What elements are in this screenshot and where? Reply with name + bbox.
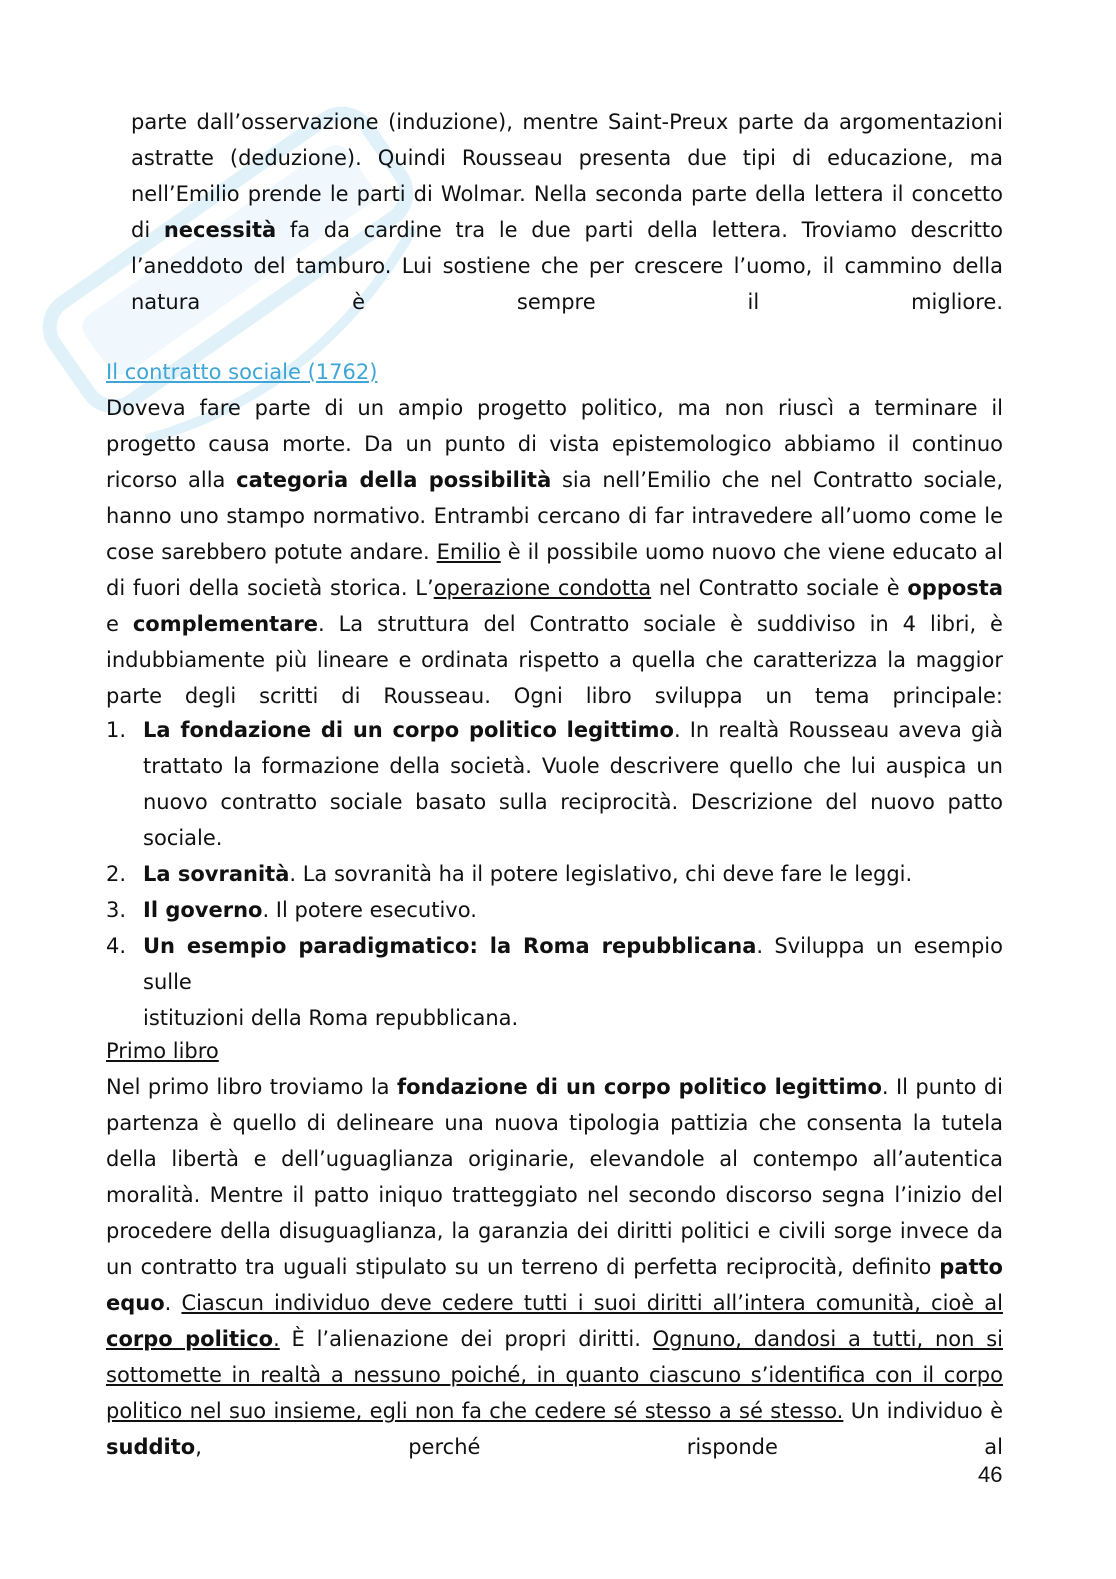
contratto-text-2: sia nell’Emilio che nel Contratto sociale, hanno uno stampo normativo. Entrambi cercano di far intravedere all’uomo come le cose sarebbero potute andare. — [106, 468, 1004, 564]
list-number: 4. — [106, 934, 127, 958]
primo-underline-ognuno: Ognuno, dandosi a tutti, non si sottomette in realtà a nessuno poiché, in quanto ciascuno s’identifica con il corpo politico nel suo insieme, egli non fa che cedere sé stesso a sé stesso. — [106, 1327, 1003, 1423]
contratto-text-1: Doveva fare parte di un ampio progetto politico, ma non riuscì a terminare il progetto causa morte. Da un punto di vista epistemologico abbiamo il continuo ricorso alla — [106, 396, 1003, 492]
intro-bold-necessita: necessità — [163, 218, 277, 242]
libri-list — [106, 712, 1003, 1036]
list-item-text: . In realtà Rousseau aveva già trattato la formazione della società. Vuole descrivere quello che lui auspica un nuovo contratto sociale basato sulla reciprocità. Descrizione del nuovo patto — [143, 718, 1003, 814]
primo-text-1: Nel primo libro troviamo la — [106, 1075, 397, 1099]
contratto-text-6: . La struttura del Contratto sociale è suddiviso in 4 libri, è indubbiamente più lineare e ordinata rispetto a quella che caratterizza la maggior parte degli scritti di Rousseau. Ogni libro sviluppa un tema principale: — [106, 612, 1003, 708]
intro-text-2: fa da cardine tra le due parti della lettera. Troviamo descritto l’aneddoto del tamburo. Lui sostiene che per crescere l’uomo, il cammino della natura è sempre il migliore. — [131, 218, 1003, 314]
contratto-paragraph — [106, 390, 1003, 714]
list-item-text: . Sviluppa un esempio sulle — [143, 934, 1003, 994]
section-heading-contratto-sociale[interactable]: Il contratto sociale (1762) — [106, 360, 378, 384]
contratto-text-4: nel Contratto sociale è — [651, 576, 908, 600]
list-item-tail: istituzioni della Roma repubblicana. — [143, 1006, 519, 1030]
contratto-text-5: e — [106, 612, 133, 636]
primo-underline-dot: . — [273, 1327, 280, 1351]
page-number: 46 — [978, 1462, 1003, 1487]
primo-underline-ciascun: Ciascun individuo deve cedere tutti i suoi diritti all’intera comunità, cioè al — [181, 1291, 1003, 1315]
contratto-underline-operazione: operazione condotta — [433, 576, 652, 600]
primo-bold-suddito: suddito — [106, 1435, 196, 1459]
section-heading-primo-libro: Primo libro — [106, 1039, 219, 1063]
contratto-bold-opposta: opposta — [907, 576, 1004, 600]
list-item — [106, 856, 1003, 892]
primo-text-3: . — [164, 1291, 182, 1315]
contratto-bold-complementare: complementare — [132, 612, 318, 636]
list-number: 3. — [106, 898, 127, 922]
primo-text-4: È l’alienazione dei propri diritti. — [279, 1327, 653, 1351]
list-item-bold: La fondazione di un corpo politico legittimo — [143, 718, 674, 742]
primo-bold-patto-equo: patto equo — [106, 1255, 1003, 1315]
list-item-bold: Il governo — [143, 898, 263, 922]
list-number: 2. — [106, 862, 127, 886]
primo-text-2: . Il punto di partenza è quello di delineare una nuova tipologia pattizia che consenta la tutela della libertà e dell’uguaglianza originarie, elevandole al contempo all’autentica moralità. Mentre il patto iniquo tratteggiato nel secondo discorso segna l’inizio del procedere della disuguaglianza, la garanzia dei diritti politici e civili sorge invece da un contratto tra uguali stipulato su un terreno di perfetta reciprocità, definito — [106, 1075, 1003, 1279]
primo-libro-paragraph — [106, 1069, 1003, 1465]
contratto-underline-emilio: Emilio — [436, 540, 501, 564]
list-item-text: . Il potere esecutivo. — [262, 898, 477, 922]
primo-text-5: Un individuo è — [843, 1399, 1004, 1423]
list-number: 1. — [106, 718, 127, 742]
list-item — [106, 712, 1003, 856]
intro-paragraph — [131, 104, 1003, 320]
list-item-bold: La sovranità — [143, 862, 290, 886]
primo-bold-fondazione: fondazione di un corpo politico legittimo — [396, 1075, 882, 1099]
list-item-bold: Un esempio paradigmatico: la Roma repubblicana — [143, 934, 757, 958]
list-item — [106, 928, 1003, 1036]
contratto-text-3: è il possibile uomo nuovo che viene educato al di fuori della società storica. L’ — [106, 540, 1003, 600]
primo-bold-corpo-politico: corpo politico — [106, 1327, 274, 1351]
intro-text-1: parte dall’osservazione (induzione), mentre Saint-Preux parte da argomentazioni astratte (deduzione). Quindi Rousseau presenta due tipi di educazione, ma nell’Emilio prende le parti di Wolmar. Nella seconda parte della lettera il concetto di — [131, 110, 1003, 242]
primo-text-6: , perché risponde al — [195, 1435, 1003, 1459]
list-item-tail: sociale. — [143, 826, 223, 850]
list-item — [106, 892, 1003, 928]
list-item-text: . La sovranità ha il potere legislativo, chi deve fare le leggi. — [289, 862, 913, 886]
contratto-bold-categoria: categoria della possibilità — [236, 468, 552, 492]
